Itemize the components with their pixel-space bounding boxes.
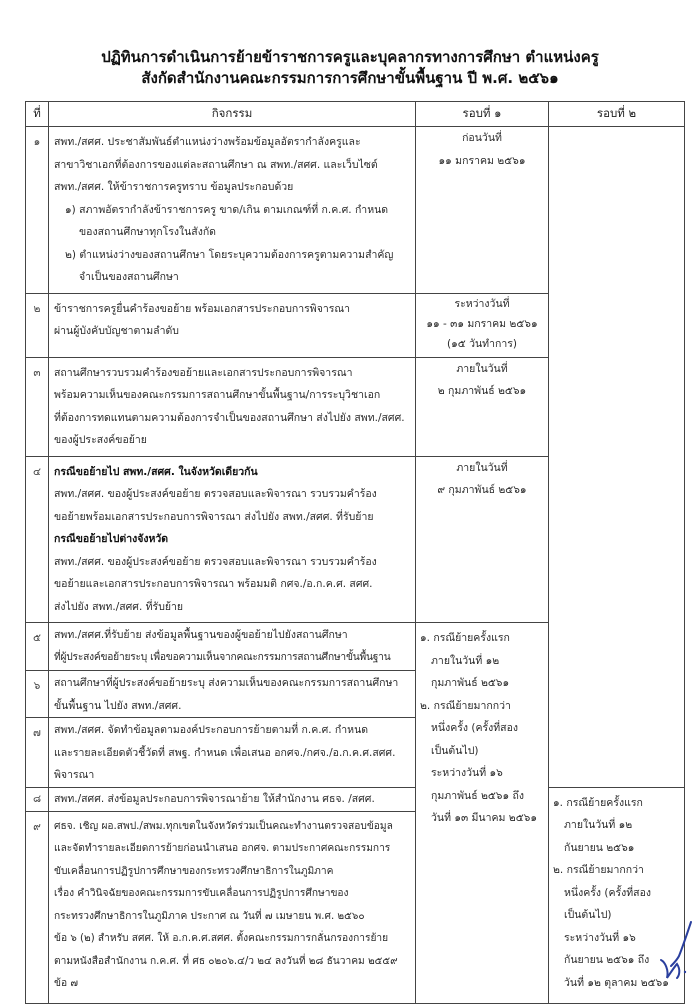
activity-line: ๑) สภาพอัตรากำลังข้าราชการครู ขาด/เกิน ตามเกณฑ์ที่ ก.ค.ศ. กำหนด bbox=[65, 203, 389, 216]
activity-line: สพท./สศศ. ให้ข้าราชการครูทราบ ข้อมูลประกอบด้วย bbox=[54, 181, 294, 193]
row-number: ๘ bbox=[26, 787, 49, 811]
activity-line: ส่งไปยัง สพท./สศศ. ที่รับย้าย bbox=[54, 600, 184, 613]
case-heading-same-province: กรณีขอย้ายไป สพท./สศศ. ในจังหวัดเดียวกัน bbox=[54, 465, 258, 478]
activity-line: ขอย้ายและเอกสารประกอบการพิจารณา พร้อมมติ กศจ./อ.ก.ค.ศ. สศศ. bbox=[54, 578, 373, 590]
row-number: ๔ bbox=[26, 456, 49, 623]
row-number: ๒ bbox=[26, 293, 49, 357]
activity-line: สพท./สศศ. ประชาสัมพันธ์ตำแหน่งว่างพร้อมข้อมูลอัตรากำลังครูและ bbox=[54, 136, 361, 148]
round1-line: ระหว่างวันที่ ๑๖ bbox=[431, 767, 503, 779]
round2-line: กันยายน ๒๕๖๑ ถึง bbox=[564, 954, 650, 966]
activity-line: พิจารณา bbox=[54, 769, 95, 781]
activity-line: สพท./สศศ. ของผู้ประสงค์ขอย้าย ตรวจสอบและพิจารณา รวบรวมคำร้อง bbox=[54, 488, 377, 500]
activity-line: ของผู้ประสงค์ขอย้าย bbox=[54, 434, 147, 446]
round1-line: (๑๕ วันทำการ) bbox=[447, 337, 517, 350]
activity-line: ศธจ. เชิญ ผอ.สพป./สพม.ทุกเขตในจังหวัดร่วมเป็นคณะทำงานตรวจสอบข้อมูล bbox=[54, 820, 393, 832]
row-number: ๖ bbox=[26, 671, 49, 718]
table-row bbox=[26, 127, 685, 294]
table-header-row bbox=[26, 102, 685, 127]
activity-line: ผ่านผู้บังคับบัญชาตามลำดับ bbox=[54, 325, 179, 337]
activity-line: ข้าราชการครูยื่นคำร้องขอย้าย พร้อมเอกสารประกอบการพิจารณา bbox=[54, 302, 351, 315]
round2-line: กันยายน ๒๕๖๑ bbox=[564, 841, 635, 854]
round1-line: ๑. กรณีย้ายครั้งแรก bbox=[420, 632, 510, 644]
activity-line: ข้อ ๗ bbox=[54, 978, 78, 989]
round1-line: เป็นต้นไป) bbox=[431, 744, 479, 757]
round1-cell bbox=[416, 456, 549, 623]
round1-line: กุมภาพันธ์ ๒๕๖๑ ถึง bbox=[431, 789, 524, 802]
round2-line: หนึ่งครั้ง (ครั้งที่สอง bbox=[564, 886, 652, 899]
activity-cell bbox=[49, 718, 416, 788]
round2-line: เป็นต้นไป) bbox=[564, 909, 612, 921]
activity-line: สพท./สศศ. ส่งข้อมูลประกอบการพิจารณาย้าย ให้สำนักงาน ศธจ. /สศศ. bbox=[54, 792, 375, 805]
round1-line: ๒ กุมภาพันธ์ ๒๕๖๑ bbox=[437, 385, 527, 397]
handwritten-signature-icon bbox=[655, 920, 695, 980]
row-number: ๗ bbox=[26, 718, 49, 788]
header-round-2: รอบที่ ๒ bbox=[549, 102, 685, 127]
header-activity: กิจกรรม bbox=[49, 102, 416, 127]
activity-line: ขอย้ายพร้อมเอกสารประกอบการพิจารณา ส่งไปยัง สพท./สศศ. ที่รับย้าย bbox=[54, 510, 374, 523]
round2-line: วันที่ ๑๒ ตุลาคม ๒๕๖๑ bbox=[564, 976, 669, 989]
activity-cell bbox=[49, 671, 416, 718]
activity-line: ที่ต้องการทดแทนตามความต้องการจำเป็นของสถานศึกษา ส่งไปยัง สพท./สศศ. bbox=[54, 411, 405, 424]
round1-line: ระหว่างวันที่ bbox=[454, 297, 510, 310]
schedule-table bbox=[25, 101, 685, 1004]
round1-line: ก่อนวันที่ bbox=[462, 132, 502, 144]
round1-line: กุมภาพันธ์ ๒๕๖๑ bbox=[431, 677, 510, 689]
activity-cell bbox=[49, 623, 416, 671]
round1-cell bbox=[416, 357, 549, 456]
row-number: ๑ bbox=[26, 127, 49, 294]
activity-line: พร้อมความเห็นของคณะกรรมการสถานศึกษาขั้นพื้นฐาน/การระบุวิชาเอก bbox=[54, 389, 381, 401]
activity-line: เรื่อง คำวินิจฉัยของคณะกรรมการขับเคลื่อนการปฏิรูปการศึกษาของ bbox=[54, 888, 349, 899]
round2-line: ระหว่างวันที่ ๑๖ bbox=[564, 931, 636, 944]
round1-line: ๑๑ - ๓๑ มกราคม ๒๕๖๑ bbox=[426, 317, 538, 330]
activity-cell bbox=[49, 456, 416, 623]
activity-line: กระทรวงศึกษาธิการในภูมิภาค ประกาศ ณ วันที่ ๗ เมษายน พ.ศ. ๒๕๖๐ bbox=[54, 910, 365, 922]
document-title-line1: ปฏิทินการดำเนินการย้ายข้าราชการครูและบุคลากรทางการศึกษา ตำแหน่งครู bbox=[101, 48, 599, 66]
activity-line: ขับเคลื่อนการปฏิรูปการศึกษาของกระทรวงศึกษาธิการในภูมิภาค bbox=[54, 865, 334, 877]
row-number: ๓ bbox=[26, 357, 49, 456]
case-heading-other-province: กรณีขอย้ายไปต่างจังหวัด bbox=[54, 533, 169, 545]
round2-cell-empty bbox=[549, 127, 685, 788]
round1-cell bbox=[416, 293, 549, 357]
round1-line: ๑๑ มกราคม ๒๕๖๑ bbox=[438, 154, 526, 167]
activity-line: ของสถานศึกษาทุกโรงในสังกัด bbox=[79, 226, 216, 238]
activity-line: สถานศึกษาที่ผู้ประสงค์ขอย้ายระบุ ส่งความเห็นของคณะกรรมการสถานศึกษา bbox=[54, 677, 399, 689]
activity-line: สพท./สศศ. จัดทำข้อมูลตามองค์ประกอบการย้ายตามที่ ก.ค.ศ. กำหนด bbox=[54, 724, 369, 736]
activity-line: ตามหนังสือสำนักงาน ก.ค.ศ. ที่ ศธ ๐๒๐๖.๔/ว ๒๔ ลงวันที่ ๒๘ ธันวาคม ๒๕๕๙ bbox=[54, 955, 398, 967]
activity-line: และจัดทำรายละเอียดการย้ายก่อนนำเสนอ อกศจ. ตามประกาศคณะกรรมการ bbox=[54, 843, 391, 854]
activity-cell bbox=[49, 787, 416, 811]
round1-line: หนึ่งครั้ง (ครั้งที่สอง bbox=[431, 722, 519, 734]
activity-line: และรายละเอียดตัวชี้วัดที่ สพฐ. กำหนด เพื่อเสนอ อกศจ./กศจ./อ.ก.ค.ศ.สศศ. bbox=[54, 746, 396, 759]
row-number: ๙ bbox=[26, 811, 49, 1003]
activity-line: ขั้นพื้นฐาน ไปยัง สพท./สศศ. bbox=[54, 699, 182, 712]
activity-line: สถานศึกษารวบรวมคำร้องขอย้ายและเอกสารประกอบการพิจารณา bbox=[54, 366, 353, 379]
activity-cell bbox=[49, 811, 416, 1003]
table-row bbox=[26, 787, 685, 811]
activity-line: สาขาวิชาเอกที่ต้องการของแต่ละสถานศึกษา ณ สพท./สศศ. และเว็บไซต์ bbox=[54, 158, 378, 171]
activity-line: ข้อ ๖ (๒) สำหรับ สศศ. ให้ อ.ก.ค.ศ.สศศ. ตั้งคณะกรรมการกลั่นกรองการย้าย bbox=[54, 933, 389, 944]
activity-line: จำเป็นของสถานศึกษา bbox=[79, 271, 179, 283]
activity-line: สพท./สศศ. ของผู้ประสงค์ขอย้าย ตรวจสอบและพิจารณา รวบรวมคำร้อง bbox=[54, 555, 377, 568]
activity-line: สพท./สศศ.ที่รับย้าย ส่งข้อมูลพื้นฐานของผู้ขอย้ายไปยังสถานศึกษา bbox=[54, 629, 348, 641]
round1-line: ภายในวันที่ ๑๒ bbox=[431, 654, 500, 667]
header-round-1: รอบที่ ๑ bbox=[416, 102, 549, 127]
round1-cell bbox=[416, 127, 549, 294]
activity-line: ที่ผู้ประสงค์ขอย้ายระบุ เพื่อขอความเห็นจากคณะกรรมการสถานศึกษาขั้นพื้นฐาน bbox=[54, 651, 391, 663]
activity-cell bbox=[49, 357, 416, 456]
round1-line: ๙ กุมภาพันธ์ ๒๕๖๑ bbox=[437, 484, 527, 496]
round1-cell-rows5-9 bbox=[416, 623, 549, 1004]
round1-line: วันที่ ๑๓ มีนาคม ๒๕๖๑ bbox=[431, 812, 537, 824]
round2-line: ๑. กรณีย้ายครั้งแรก bbox=[553, 796, 643, 809]
document-title-line2: สังกัดสำนักงานคณะกรรมการการศึกษาขั้นพื้นฐาน ปี พ.ศ. ๒๕๖๑ bbox=[141, 69, 559, 87]
activity-line: ๒) ตำแหน่งว่างของสถานศึกษา โดยระบุความต้องการครูตามความสำคัญ bbox=[65, 248, 394, 261]
activity-cell bbox=[49, 127, 416, 294]
row-number: ๕ bbox=[26, 623, 49, 671]
round2-line: ๒. กรณีย้ายมากกว่า bbox=[553, 864, 644, 876]
round1-line: ๒. กรณีย้ายมากกว่า bbox=[420, 699, 511, 712]
round2-line: ภายในวันที่ ๑๒ bbox=[564, 819, 633, 831]
round1-line: ภายในวันที่ bbox=[456, 461, 508, 474]
round1-line: ภายในวันที่ bbox=[456, 362, 508, 375]
activity-cell bbox=[49, 293, 416, 357]
header-number: ที่ bbox=[26, 102, 49, 127]
